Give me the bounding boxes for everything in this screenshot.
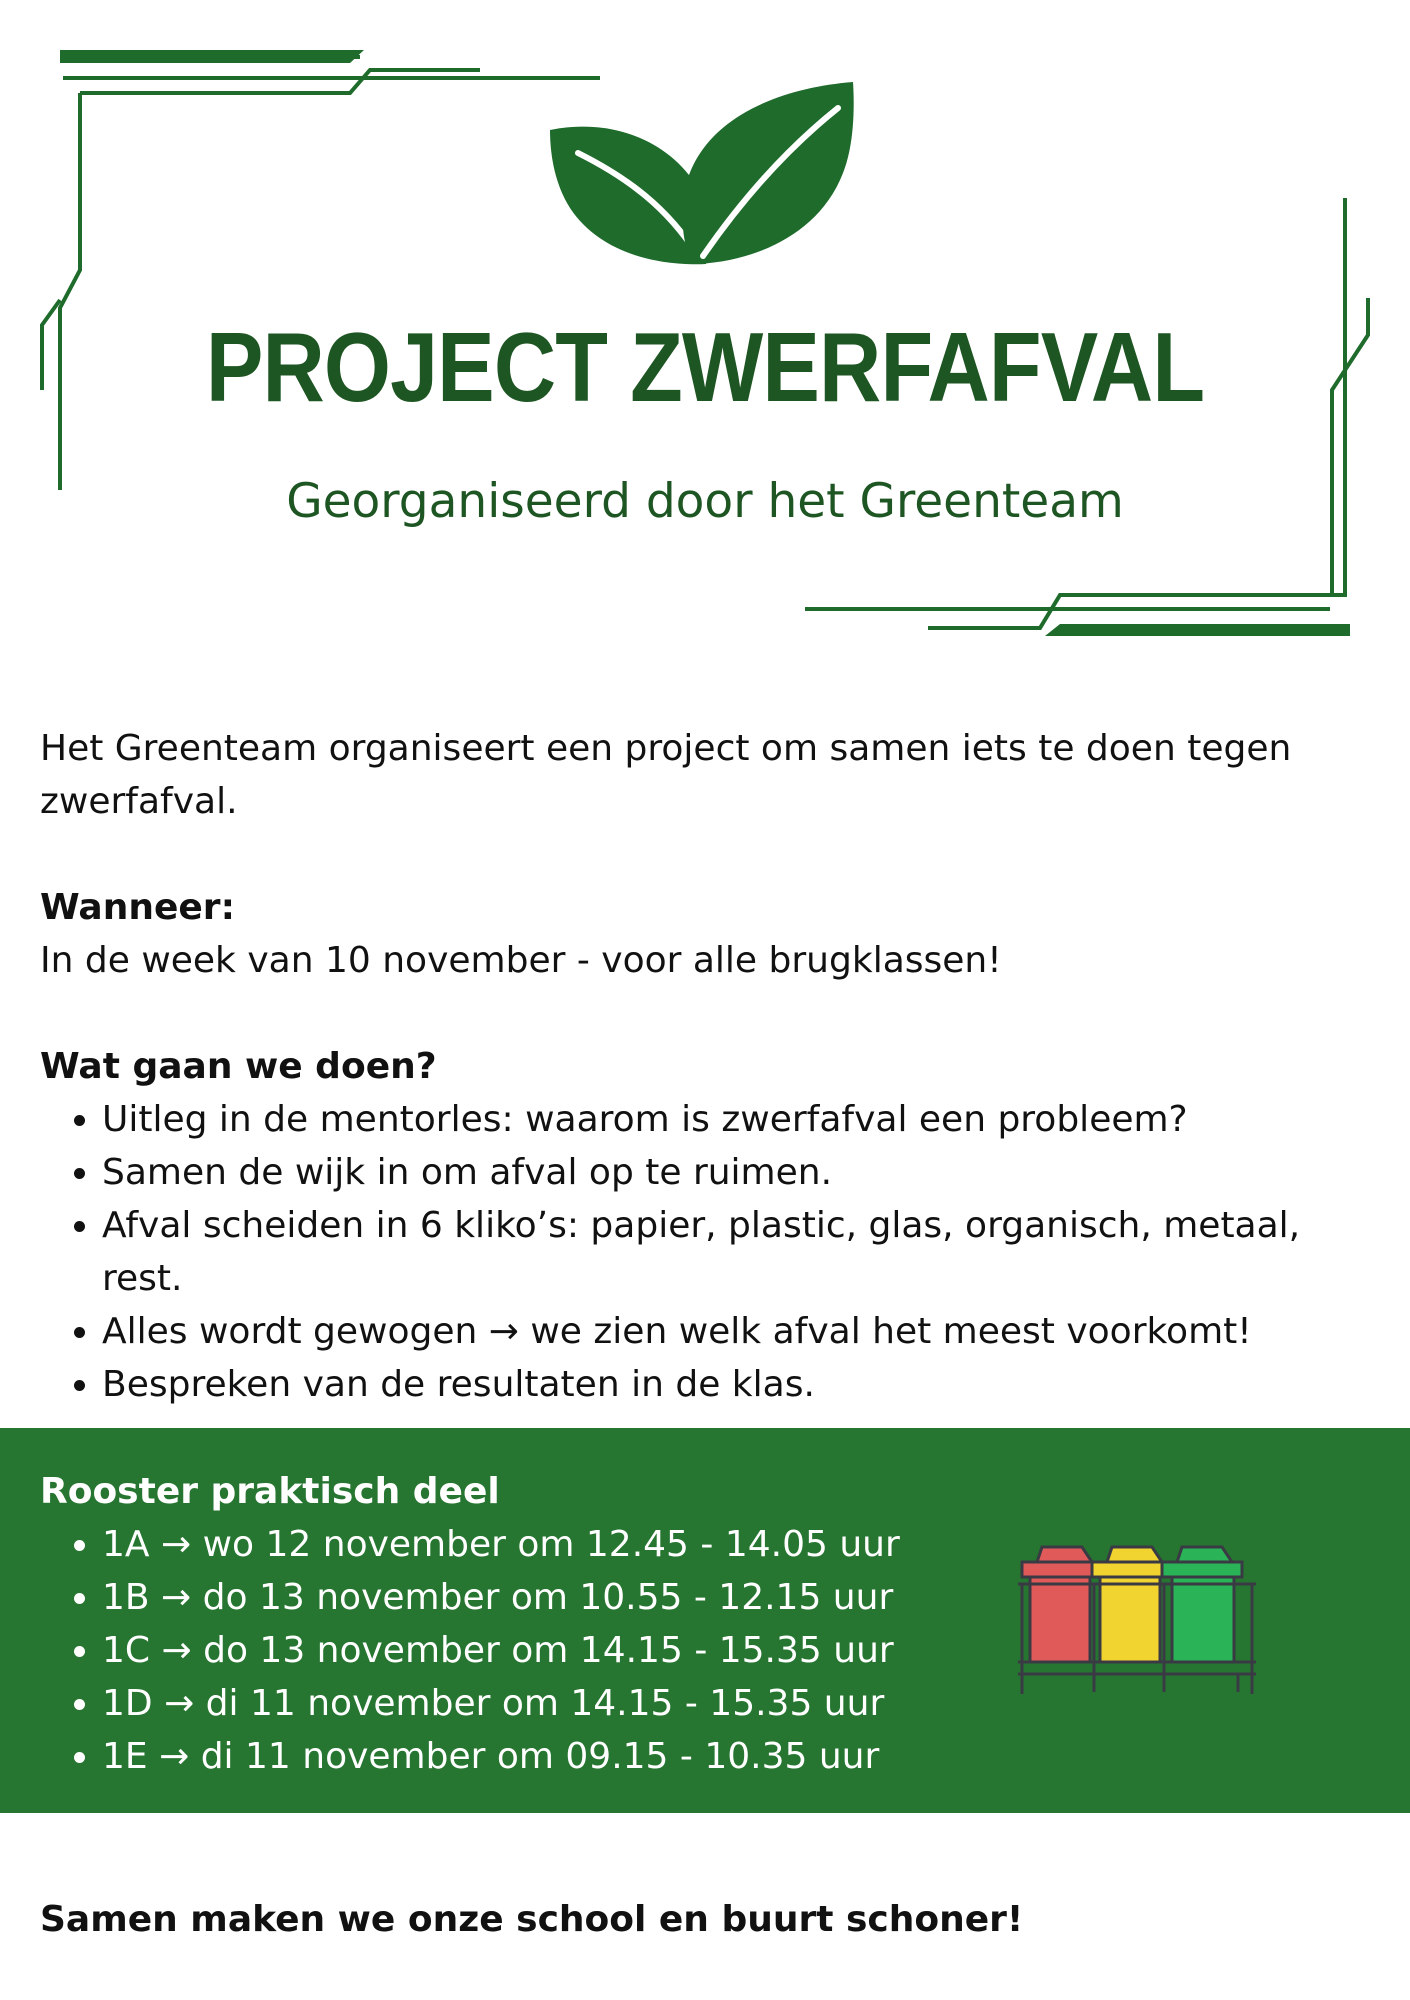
schedule-item: • 1C → do 13 november om 14.15 - 15.35 uur — [102, 1624, 900, 1677]
closing-text: Samen maken we onze school en buurt schoner! — [40, 1899, 1024, 1940]
schedule-item: • 1A → wo 12 november om 12.45 - 14.05 uur — [102, 1518, 900, 1571]
main-content — [40, 722, 1390, 1411]
list-item: • Bespreken van de resultaten in de klas. — [102, 1358, 1390, 1411]
page-title: PROJECT ZWERFAFVAL — [205, 312, 1205, 422]
schedule-item: • 1B → do 13 november om 10.55 - 12.15 uur — [102, 1571, 900, 1624]
when-text: In de week van 10 november - voor alle brugklassen! — [40, 940, 1002, 981]
list-item: • Alles wordt gewogen → we zien welk afval het meest voorkomt! — [102, 1305, 1390, 1358]
schedule-item: • 1D → di 11 november om 14.15 - 15.35 uur — [102, 1677, 900, 1730]
activities-heading: Wat gaan we doen? — [40, 1046, 437, 1087]
page-subtitle: Georganiseerd door het Greenteam — [286, 474, 1124, 529]
list-item: • Samen de wijk in om afval op te ruimen. — [102, 1146, 1390, 1199]
schedule-item: • 1E → di 11 november om 09.15 - 10.35 uur — [102, 1730, 900, 1783]
schedule-list — [40, 1518, 900, 1783]
schedule-heading: Rooster praktisch deel — [40, 1471, 500, 1512]
when-heading: Wanneer: — [40, 887, 235, 928]
intro-text: Het Greenteam organiseert een project om samen iets te doen tegen zwerfafval. — [40, 728, 1292, 822]
leaves-icon — [548, 78, 858, 268]
activities-list — [40, 1093, 1390, 1411]
list-item: • Afval scheiden in 6 kliko’s: papier, plastic, glas, organisch, metaal, rest. — [102, 1199, 1390, 1305]
list-item: • Uitleg in de mentorles: waarom is zwerfafval een probleem? — [102, 1093, 1390, 1146]
recycling-bins-icon — [1012, 1542, 1272, 1702]
